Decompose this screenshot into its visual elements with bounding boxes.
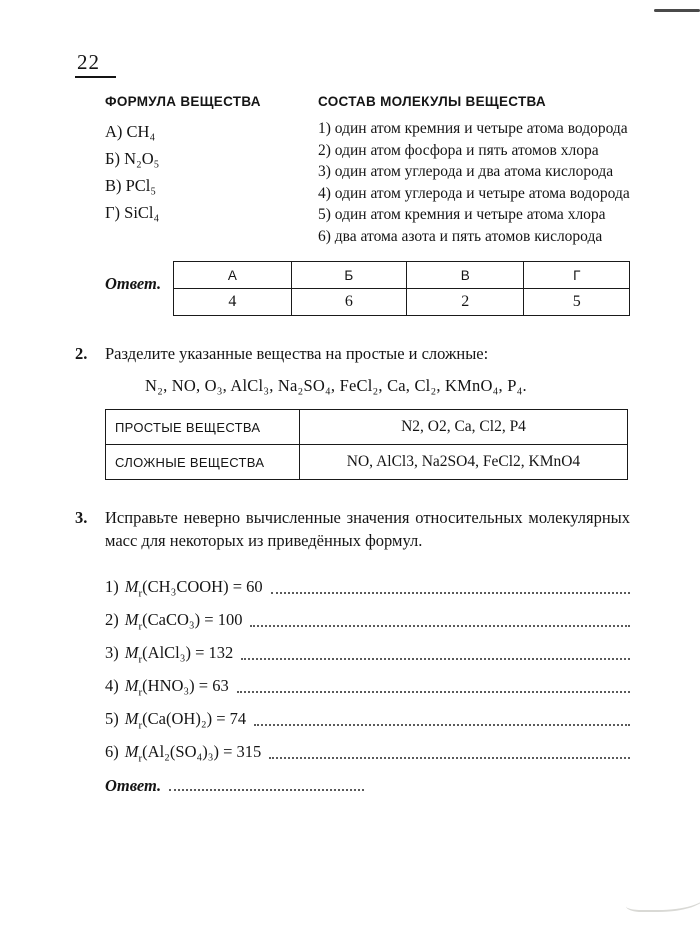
formula-option-a: А) CH₄	[105, 122, 156, 141]
task3-head	[75, 506, 630, 552]
mr-equation: (CaCO₃) = 100	[142, 609, 243, 629]
task1-answer-label: Ответ.	[105, 274, 162, 293]
complex-category-cell: СЛОЖНЫЕ ВЕЩЕСТВА	[106, 445, 300, 480]
task3-prompt: Исправьте неверно вычисленные значения относительных молекулярных масс для некоторых из приведённых формул.	[105, 508, 630, 550]
formula-column-header: ФОРМУЛА ВЕЩЕСТВА	[105, 94, 261, 109]
formula-option-v: В) PCl₅	[105, 176, 157, 195]
mr-symbol: $M_r$	[124, 609, 143, 632]
mr-equation: (Al₂(SO₄)₃) = 315	[142, 741, 262, 761]
mr-symbol: $M_r$	[124, 642, 143, 665]
molecular-mass-item-5	[105, 698, 630, 731]
molecular-mass-item-2	[105, 599, 630, 632]
task3-dotted-answer-line	[169, 789, 364, 791]
dotted-answer-line	[254, 724, 630, 726]
composition-item-3: 3) один атом углерода и два атома кислорода	[318, 163, 614, 180]
task3-answer-label: Ответ.	[105, 776, 162, 795]
dotted-answer-line	[241, 658, 630, 660]
mr-equation: (Ca(OH)₂) = 74	[142, 708, 247, 728]
task1-answer-table	[173, 261, 630, 316]
composition-item-6: 6) два атома азота и пять атомов кислорода	[318, 227, 603, 245]
task-3-section	[75, 506, 630, 796]
mr-symbol: $M_r$	[124, 675, 143, 698]
task-1-matching-section	[75, 94, 630, 316]
simple-category-cell: ПРОСТЫЕ ВЕЩЕСТВА	[106, 410, 300, 445]
molecular-mass-item-1	[105, 566, 630, 599]
composition-item-1: 1) один атом кремния и четыре атома водорода	[318, 120, 628, 137]
composition-item-2: 2) один атом фосфора и пять атомов хлора	[318, 141, 599, 159]
classification-table	[105, 409, 628, 480]
scan-artifact-bottom	[626, 884, 700, 912]
dotted-answer-line	[269, 757, 630, 759]
mr-symbol: $M_r$	[124, 741, 143, 764]
task2-prompt: Разделите указанные вещества на простые и сложные:	[105, 344, 489, 363]
molecular-mass-list	[105, 566, 630, 764]
mr-equation: (HNO₃) = 63	[142, 675, 229, 695]
composition-item-5: 5) один атом кремния и четыре атома хлора	[318, 206, 606, 223]
item-number: 1)	[105, 576, 119, 596]
item-number: 3)	[105, 642, 119, 662]
task2-number: 2.	[75, 344, 88, 363]
simple-substances-row	[106, 410, 628, 445]
task1-answer-row	[105, 261, 630, 316]
item-number: 2)	[105, 609, 119, 629]
item-number: 5)	[105, 708, 119, 728]
mr-equation: (CH₃COOH) = 60	[142, 576, 263, 596]
task-2-section	[75, 342, 630, 480]
answer-header-cell-v: В	[407, 262, 524, 289]
substances-line: N₂, NO, O₃, AlCl₃, Na₂SO₄, FeCl₂, Ca, Cl₂, KMnO₄, P₄.	[145, 376, 527, 395]
task3-number: 3.	[75, 508, 88, 527]
complex-answer-cell: NO, AlCl3, Na2SO4, FeCl2, KMnO4	[300, 445, 628, 480]
dotted-answer-line	[250, 625, 630, 627]
item-number: 4)	[105, 675, 119, 695]
task2-head	[75, 342, 630, 365]
mr-symbol: $M_r$	[124, 708, 143, 731]
answer-header-cell-b: Б	[291, 262, 407, 289]
molecular-mass-item-3	[105, 632, 630, 665]
matching-columns	[105, 94, 630, 247]
item-number: 6)	[105, 741, 119, 761]
complex-substances-row	[106, 445, 628, 480]
formula-option-b: Б) N₂O₅	[105, 149, 160, 168]
composition-item-4: 4) один атом углерода и четыре атома водорода	[318, 184, 630, 202]
answer-value-cell-a: 4	[174, 289, 291, 316]
mr-equation: (AlCl₃) = 132	[142, 642, 234, 662]
answer-value-cell-g: 5	[524, 289, 630, 316]
answer-value-cell-v: 2	[407, 289, 524, 316]
answer-header-cell-a: А	[174, 262, 291, 289]
answer-header-cell-g: Г	[524, 262, 630, 289]
composition-column	[318, 94, 630, 247]
task3-answer-row	[105, 776, 630, 796]
answer-table-value-row	[174, 289, 630, 316]
dotted-answer-line	[237, 691, 630, 693]
molecular-mass-item-4	[105, 665, 630, 698]
answer-value-cell-b: 6	[291, 289, 407, 316]
simple-answer-cell: N2, O2, Ca, Cl2, P4	[300, 410, 628, 445]
page-header	[75, 50, 630, 78]
mr-symbol: $M_r$	[124, 576, 143, 599]
dotted-answer-line	[271, 592, 630, 594]
answer-table-header-row	[174, 262, 630, 289]
formula-option-g: Г) SiCl₄	[105, 203, 160, 222]
molecular-mass-item-6	[105, 731, 630, 764]
composition-column-header: СОСТАВ МОЛЕКУЛЫ ВЕЩЕСТВА	[318, 94, 546, 109]
page-number: 22	[75, 50, 116, 78]
formula-column	[105, 94, 318, 247]
scan-artifact-top	[654, 9, 700, 12]
